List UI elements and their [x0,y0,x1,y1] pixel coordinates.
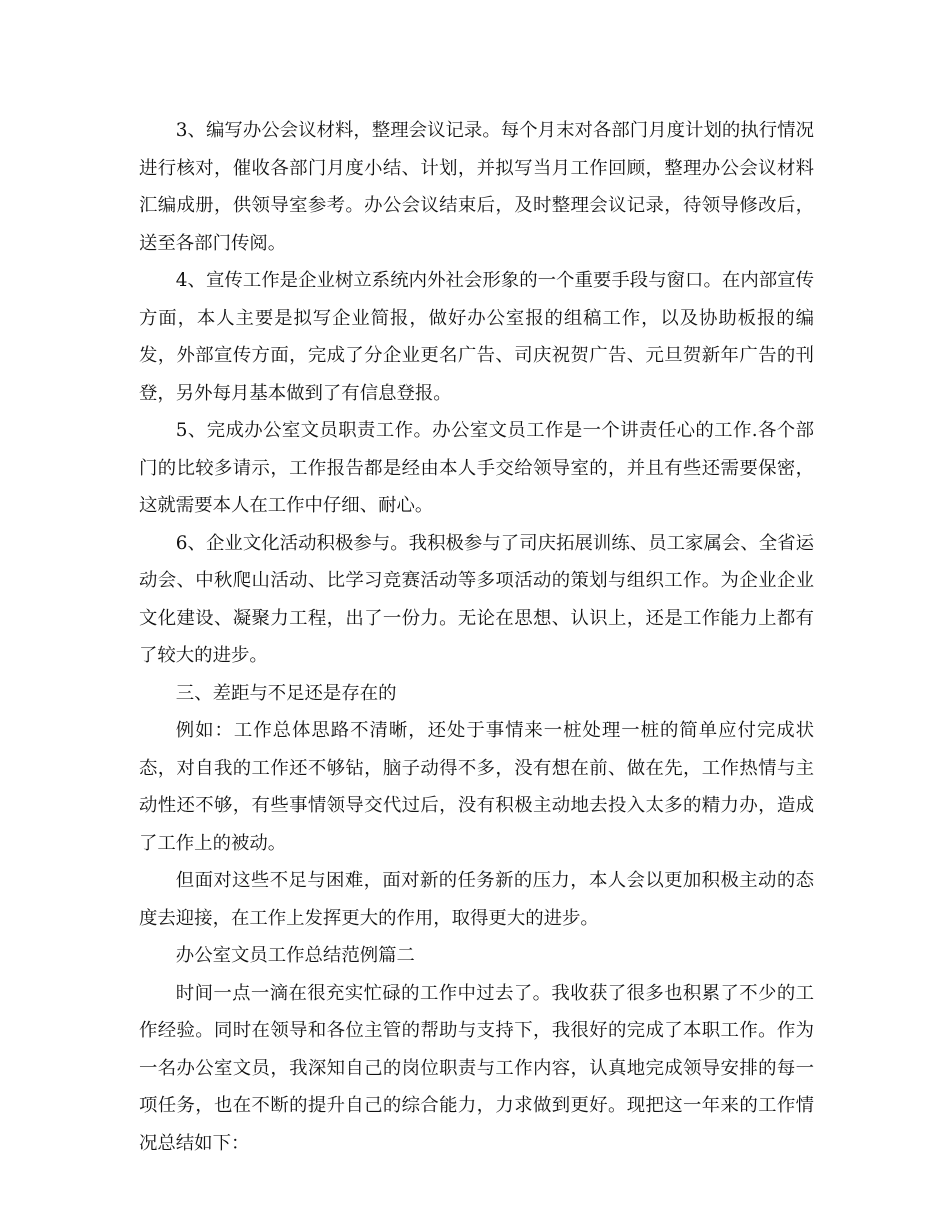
document-body [139,112,814,1162]
paragraph-example-two-intro: 时间一点一滴在很充实忙碌的工作中过去了。我收获了很多也积累了不少的工作经验。同时在领导和各位主管的帮助与支持下，我很好的完成了本职工作。作为一名办公室文员，我深知自己的岗位职责与工作内容，认真地完成领导安排的每一项任务，也在不断的提升自己的综合能力，力求做到更好。现把这一年来的工作情况总结如下： [139,982,814,1154]
paragraph-improvement-resolve: 但面对这些不足与困难，面对新的任务新的压力，本人会以更加积极主动的态度去迎接，在工作上发挥更大的作用，取得更大的进步。 [139,870,814,929]
paragraph-shortcomings-example: 例如：工作总体思路不清晰，还处于事情来一桩处理一桩的简单应付完成状态，对自我的工作还不够钻，脑子动得不多，没有想在前、做在先，工作热情与主动性还不够，有些事情领导交代过后，没有积极主动地去投入太多的精力办，造成了工作上的被动。 [139,720,814,854]
paragraph-item-3-meeting-materials: 3、编写办公会议材料，整理会议记录。每个月末对各部门月度计划的执行情况进行核对，催收各部门月度小结、计划，并拟写当月工作回顾，整理办公会议材料汇编成册，供领导室参考。办公会议结束后，及时整理会议记录，待领导修改后，送至各部门传阅。 [139,120,814,254]
paragraph-item-6-culture-activities: 6、企业文化活动积极参与。我积极参与了司庆拓展训练、员工家属会、全省运动会、中秋爬山活动、比学习竞赛活动等多项活动的策划与组织工作。为企业企业文化建设、凝聚力工程，出了一份力。无论在思想、认识上，还是工作能力上都有了较大的进步。 [139,532,814,666]
section-heading-shortcomings: 三、差距与不足还是存在的 [175,682,397,704]
paragraph-item-4-publicity-work: 4、宣传工作是企业树立系统内外社会形象的一个重要手段与窗口。在内部宣传方面，本人主要是拟写企业简报，做好办公室报的组稿工作，以及协助板报的编发，外部宣传方面，完成了分企业更名广告、司庆祝贺广告、元旦贺新年广告的刊登，另外每月基本做到了有信息登报。 [139,270,814,404]
section-heading-example-two: 办公室文员工作总结范例篇二 [175,945,415,966]
paragraph-item-5-clerk-duties: 5、完成办公室文员职责工作。办公室文员工作是一个讲责任心的工作.各个部门的比较多请示，工作报告都是经由本人手交给领导室的，并且有些还需要保密，这就需要本人在工作中仔细、耐心。 [139,420,814,516]
